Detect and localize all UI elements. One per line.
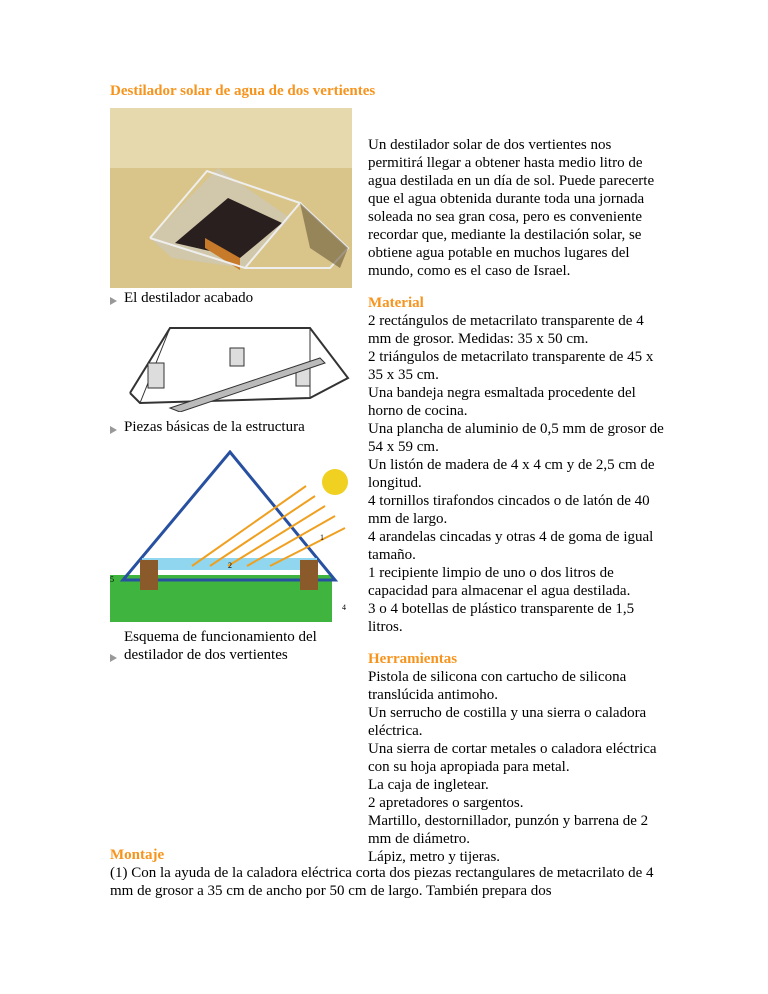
material-heading: Material: [368, 295, 424, 311]
list-item: Un serrucho de costilla y una sierra o caladora eléctrica.: [368, 705, 647, 739]
list-item: Un listón de madera de 4 x 4 cm y de 2,5 cm de longitud.: [368, 457, 655, 491]
list-item: Una plancha de aluminio de 0,5 mm de grosor de 54 x 59 cm.: [368, 421, 664, 455]
right-column: [368, 136, 668, 866]
intro-paragraph: Un destilador solar de dos vertientes nos permitirá llegar a obtener hasta medio litro de agua destilada en un día de sol. Puede parecerte que el agua obtenida durante toda una jornada soleada no sea gran cosa, pero es conveniente recordar que, mediante la destilación solar, se obtiene agua potable en muchos lugares del mundo, como es el caso de Israel.: [368, 137, 655, 279]
svg-text:5: 5: [110, 575, 114, 584]
list-item: 4 tornillos tirafondos cincados o de latón de 40 mm de largo.: [368, 493, 650, 527]
montaje-text: (1) Con la ayuda de la caladora eléctrica corta dos piezas rectangulares de metacrilato de 4 mm de grosor a 35 cm de ancho por 50 cm de largo. También prepara dos: [110, 865, 654, 899]
material-list: [368, 312, 668, 636]
figure-caption: Piezas básicas de la estructura: [110, 418, 364, 436]
montaje-heading: Montaje: [110, 847, 165, 863]
list-item: Una bandeja negra esmaltada procedente del horno de cocina.: [368, 385, 636, 419]
svg-text:1: 1: [320, 533, 324, 542]
figure-caption: Esquema de funcionamiento del destilador de dos vertientes: [110, 628, 364, 664]
photo-finished-distiller: [110, 108, 352, 288]
bullet-arrow-icon: [110, 654, 117, 662]
list-item: 2 apretadores o sargentos.: [368, 795, 524, 811]
list-item: 4 arandelas cincadas y otras 4 de goma de igual tamaño.: [368, 529, 654, 563]
drawing-structure-pieces: [110, 318, 352, 412]
list-item: Lápiz, metro y tijeras.: [368, 849, 501, 865]
list-item: Martillo, destornillador, punzón y barrena de 2 mm de diámetro.: [368, 813, 649, 847]
diagram-operation-scheme: [110, 450, 352, 622]
list-item: 2 triángulos de metacrilato transparente de 45 x 35 x 35 cm.: [368, 349, 654, 383]
list-item: 1 recipiente limpio de uno o dos litros de capacidad para almacenar el agua destilada.: [368, 565, 631, 599]
herramientas-heading: Herramientas: [368, 651, 458, 667]
list-item: Una sierra de cortar metales o caladora eléctrica con su hoja apropiada para metal.: [368, 741, 657, 775]
figure-caption: El destilador acabado: [110, 289, 364, 307]
bullet-arrow-icon: [110, 297, 117, 305]
page-title: Destilador solar de agua de dos vertientes: [110, 83, 376, 99]
svg-text:2: 2: [228, 561, 232, 570]
list-item: La caja de ingletear.: [368, 777, 489, 793]
bullet-arrow-icon: [110, 426, 117, 434]
herramientas-list: [368, 668, 668, 866]
montaje-section: [110, 846, 670, 900]
list-item: 2 rectángulos de metacrilato transparente de 4 mm de grosor. Medidas: 35 x 50 cm.: [368, 313, 644, 347]
list-item: 3 o 4 botellas de plástico transparente de 1,5 litros.: [368, 601, 635, 635]
svg-text:4: 4: [342, 603, 346, 612]
list-item: Pistola de silicona con cartucho de silicona translúcida antimoho.: [368, 669, 627, 703]
